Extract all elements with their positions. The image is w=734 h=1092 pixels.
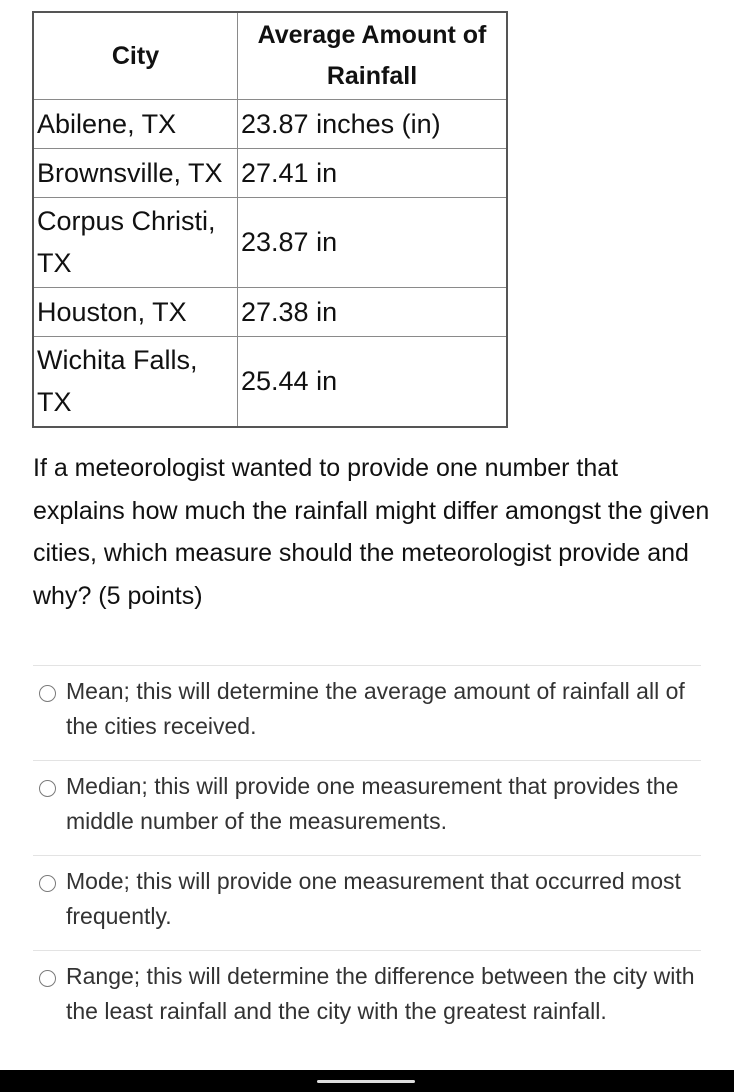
rainfall-table [32, 11, 508, 428]
city-cell: Houston, TX [33, 288, 238, 337]
city-line2: TX [37, 387, 72, 417]
option-label: Mean; this will determine the average amount of rainfall all of the cities received. [66, 678, 685, 739]
radio-button[interactable] [39, 780, 56, 797]
header-rainfall-line1: Average Amount of [257, 21, 487, 49]
option-label: Median; this will provide one measurement that provides the middle number of the measurements. [66, 773, 679, 834]
option-label: Range; this will determine the difference between the city with the least rainfall and the city with the greatest rainfall. [66, 963, 695, 1024]
city-line1: Corpus Christi, [37, 206, 216, 236]
city-cell [33, 198, 238, 288]
city-cell: Abilene, TX [33, 100, 238, 149]
rainfall-cell: 25.44 in [238, 337, 508, 428]
city-line2: TX [37, 248, 72, 278]
table-row [33, 149, 507, 198]
rainfall-cell: 27.38 in [238, 288, 508, 337]
rainfall-cell: 23.87 inches (in) [238, 100, 508, 149]
answer-options [33, 665, 701, 1061]
table-row [33, 337, 507, 428]
header-city [33, 12, 238, 100]
question-text: If a meteorologist wanted to provide one number that explains how much the rainfall might differ amongst the given cities, which measure should the meteorologist provide and why? (5 points) [33, 454, 710, 610]
city-cell [33, 337, 238, 428]
city-line1: Wichita Falls, [37, 345, 198, 375]
table-row [33, 198, 507, 288]
header-city-label: City [111, 41, 160, 70]
table-row [33, 100, 507, 149]
home-indicator[interactable] [317, 1080, 415, 1083]
rainfall-cell: 27.41 in [238, 149, 508, 198]
rainfall-cell: 23.87 in [238, 198, 508, 288]
radio-button[interactable] [39, 875, 56, 892]
radio-button[interactable] [39, 685, 56, 702]
system-navigation-bar [0, 1070, 734, 1092]
answer-option-mean[interactable] [33, 665, 701, 760]
answer-option-mode[interactable] [33, 855, 701, 950]
answer-option-range[interactable] [33, 950, 701, 1061]
table-header-row [33, 12, 507, 100]
city-cell: Brownsville, TX [33, 149, 238, 198]
header-rainfall [238, 12, 508, 100]
table-row [33, 288, 507, 337]
option-label: Mode; this will provide one measurement that occurred most frequently. [66, 868, 681, 929]
answer-option-median[interactable] [33, 760, 701, 855]
header-rainfall-line2: Rainfall [326, 62, 418, 90]
radio-button[interactable] [39, 970, 56, 987]
